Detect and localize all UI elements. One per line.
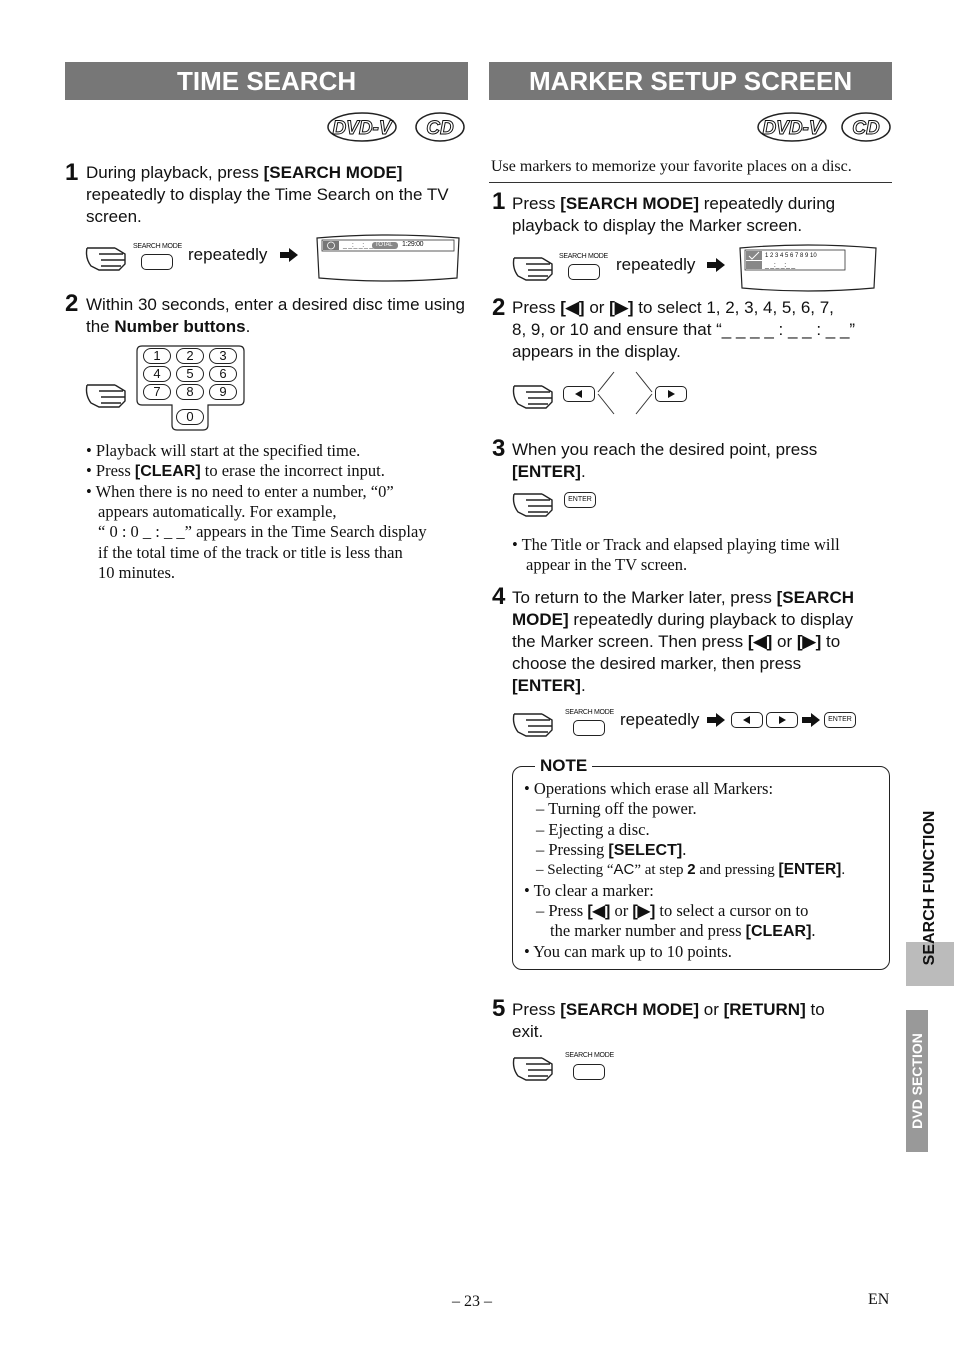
step-number: 3	[492, 435, 506, 462]
pointing-hand-icon	[85, 240, 133, 279]
step-1-text: During playback, press [SEARCH MODE] repeatedly to display the Time Search on the TV screen.	[86, 163, 449, 226]
search-mode-label: SEARCH MODE	[559, 253, 608, 260]
search-function-tab	[906, 790, 954, 986]
enter-button[interactable]: ENTER	[824, 712, 856, 728]
osd-total: TOTAL	[375, 242, 393, 248]
section-title: MARKER SETUP SCREEN	[529, 66, 853, 96]
note-line: – Selecting “AC” at step 2 and pressing [ENTER].	[536, 861, 846, 878]
osd-time: 1:29:00	[402, 241, 424, 248]
step-2-text: Within 30 seconds, enter a desired disc time using the Number buttons.	[86, 295, 465, 336]
bullet-clear: • Press [CLEAR] to erase the incorrect input.	[86, 461, 385, 480]
note-line: – Pressing [SELECT].	[536, 840, 687, 859]
dvd-v-disc-icon	[756, 110, 832, 149]
number-button-6[interactable]: 6	[209, 366, 237, 382]
pointing-hand-icon	[85, 377, 133, 416]
arrow-right-icon	[802, 713, 820, 732]
cd-disc-icon	[414, 110, 466, 149]
pointing-hand-icon	[512, 378, 560, 417]
search-mode-button[interactable]	[573, 720, 605, 736]
step-number: 1	[492, 188, 506, 215]
search-mode-button[interactable]	[568, 264, 600, 280]
repeatedly-text: repeatedly	[616, 255, 696, 274]
bullet-zero-auto: • When there is no need to enter a number, “0”	[86, 482, 394, 501]
pointing-hand-icon	[512, 250, 560, 289]
repeatedly-text: repeatedly	[188, 245, 268, 264]
dvd-v-label: DVD-V	[332, 118, 392, 139]
left-arrow-button[interactable]	[563, 386, 595, 402]
osd-blank: _ _:_ _:_ _	[343, 242, 373, 249]
dvd-section-label: DVD SECTION	[909, 1033, 925, 1129]
left-arrow-button[interactable]	[731, 712, 763, 728]
bullet-zero-auto-line3: “ 0 : 0 _ : _ _” appears in the Time Search display	[98, 522, 427, 541]
search-mode-label: SEARCH MODE	[565, 1052, 614, 1059]
marker-intro: Use markers to memorize your favorite places on a disc.	[491, 158, 852, 175]
osd-marker-numbers: 1 2 3 4 5 6 7 8 9 10	[765, 253, 817, 259]
pointing-hand-icon	[512, 706, 560, 745]
step-3-note-line2: appear in the TV screen.	[526, 555, 688, 574]
time-search-header	[65, 62, 468, 100]
note-line: the marker number and press [CLEAR].	[550, 921, 816, 940]
language-code: EN	[868, 1291, 890, 1308]
tv-screen-time-search	[315, 234, 461, 282]
repeatedly-text: repeatedly	[620, 710, 700, 729]
marker-setup-header	[489, 62, 892, 100]
dvd-v-disc-icon	[326, 110, 402, 149]
note-line: – Press [◀] or [▶] to select a cursor on to	[536, 901, 809, 920]
search-mode-label: SEARCH MODE	[133, 243, 182, 250]
arrow-right-icon	[280, 248, 298, 267]
search-mode-button[interactable]	[141, 254, 173, 270]
right-arrow-button[interactable]	[655, 386, 687, 402]
number-button-4[interactable]: 4	[143, 366, 171, 382]
arrow-right-icon	[707, 258, 725, 277]
bullet-zero-auto-line2: appears automatically. For example,	[98, 502, 337, 521]
bullet-playback-start: • Playback will start at the specified time.	[86, 441, 361, 460]
step-number: 2	[65, 290, 79, 317]
step-2-text: Press [◀] or [▶] to select 1, 2, 3, 4, 5, 6, 7, 8, 9, or 10 and ensure that “_ _ _ _ : _ _ : _ _” appears in the display.	[512, 298, 856, 361]
number-button-8[interactable]: 8	[176, 384, 204, 400]
tv-screen-marker	[738, 244, 878, 292]
number-button-2[interactable]: 2	[176, 348, 204, 364]
cd-label: CD	[852, 118, 880, 139]
osd-blank: _ _:_ _:_ _	[765, 262, 795, 269]
step-3-note: • The Title or Track and elapsed playing time will	[512, 535, 840, 554]
pointing-hand-icon	[512, 486, 560, 525]
cd-disc-icon	[840, 110, 892, 149]
number-button-0[interactable]: 0	[176, 409, 204, 425]
divider	[489, 182, 892, 183]
right-arrow-button[interactable]	[766, 712, 798, 728]
note-line: – Ejecting a disc.	[536, 820, 650, 839]
search-mode-button[interactable]	[573, 1064, 605, 1080]
pointing-hand-icon	[512, 1050, 560, 1089]
dvd-section-tab	[906, 1010, 928, 1152]
note-line: – Turning off the power.	[536, 799, 697, 818]
number-button-3[interactable]: 3	[209, 348, 237, 364]
selection-lines	[596, 370, 654, 421]
number-button-7[interactable]: 7	[143, 384, 171, 400]
step-number: 1	[65, 159, 79, 186]
note-line: • Operations which erase all Markers:	[524, 779, 774, 798]
number-button-5[interactable]: 5	[176, 366, 204, 382]
number-button-1[interactable]: 1	[143, 348, 171, 364]
note-line: • You can mark up to 10 points.	[524, 942, 732, 961]
step-number: 5	[492, 995, 506, 1022]
bullet-zero-auto-line4: if the total time of the track or title is less than	[98, 543, 403, 562]
search-mode-label: SEARCH MODE	[565, 709, 614, 716]
page-number: – 23 –	[452, 1293, 492, 1310]
cd-label: CD	[426, 118, 454, 139]
dvd-v-label: DVD-V	[762, 118, 822, 139]
section-title: TIME SEARCH	[177, 66, 357, 96]
step-number: 4	[492, 583, 506, 610]
step-1-text: Press [SEARCH MODE] repeatedly during playback to display the Marker screen.	[512, 194, 836, 235]
arrow-right-icon	[707, 713, 725, 732]
step-4-text: To return to the Marker later, press [SEARCH MODE] repeatedly during playback to display the Marker screen. Then press [◀] or [▶] to choose the desired marker, then press [ENTER].	[512, 588, 855, 695]
number-button-9[interactable]: 9	[209, 384, 237, 400]
step-5-text: Press [SEARCH MODE] or [RETURN] to exit.	[512, 1000, 825, 1041]
bullet-zero-auto-line5: 10 minutes.	[98, 563, 175, 582]
step-3-text: When you reach the desired point, press [ENTER].	[512, 440, 818, 481]
note-line: • To clear a marker:	[524, 881, 654, 900]
note-title: NOTE	[535, 756, 592, 776]
search-function-label: SEARCH FUNCTION	[921, 810, 938, 966]
step-number: 2	[492, 294, 506, 321]
enter-button[interactable]: ENTER	[564, 492, 596, 508]
